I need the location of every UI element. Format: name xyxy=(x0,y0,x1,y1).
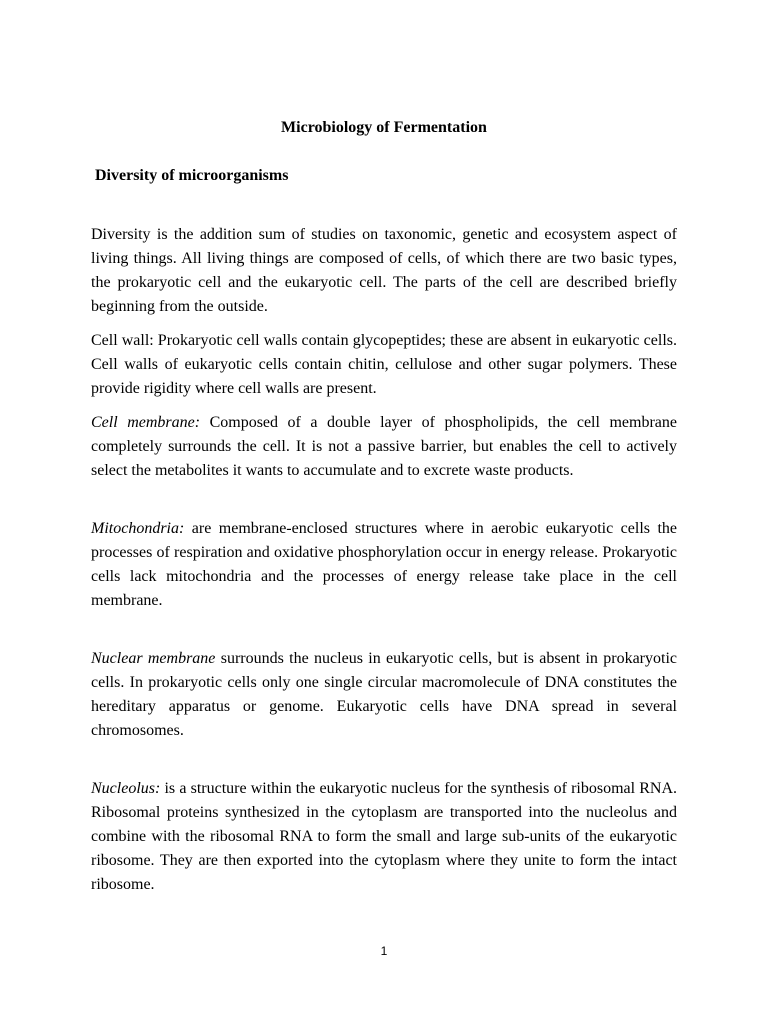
paragraph-cell-wall xyxy=(91,329,677,401)
paragraph-lead: Mitochondria: xyxy=(91,520,185,537)
paragraph-text: Composed of a double layer of phospholipids, the cell membrane completely surrounds the cell. It is not a passive barrier, but enables the cell to actively select the metabolites it wants to accumulate and to excrete waste products. xyxy=(91,414,677,479)
paragraph-nuclear-membrane xyxy=(91,647,677,743)
paragraph-text: are membrane-enclosed structures where in aerobic eukaryotic cells the processes of respiration and oxidative phosphorylation occur in energy release. Prokaryotic cells lack mitochondria and the processes of energy release take place in the cell membrane. xyxy=(91,520,677,609)
paragraph-text: Diversity is the addition sum of studies on taxonomic, genetic and ecosystem aspect of living things. All living things are composed of cells, of which there are two basic types, the prokaryotic cell and the eukaryotic cell. The parts of the cell are described briefly beginning from the outside. xyxy=(91,226,677,315)
paragraph-nucleolus xyxy=(91,777,677,897)
paragraph-text: is a structure within the eukaryotic nucleus for the synthesis of ribosomal RNA. Ribosomal proteins synthesized in the cytoplasm are transported into the nucleolus and combine with the ribosomal RNA to form the small and large sub-units of the eukaryotic ribosome. They are then exported into the cytoplasm where they unite to form the intact ribosome. xyxy=(91,780,677,893)
document-title: Microbiology of Fermentation xyxy=(281,119,487,136)
paragraph-text: Cell wall: Prokaryotic cell walls contain glycopeptides; these are absent in eukaryotic cells. Cell walls of eukaryotic cells contain chitin, cellulose and other sugar polymers. These provide rigidity where cell walls are present. xyxy=(91,332,677,397)
paragraph-lead: Cell membrane: xyxy=(91,414,201,431)
paragraph-lead: Nucleolus: xyxy=(91,780,161,797)
paragraph-cell-membrane xyxy=(91,411,677,483)
section-heading: Diversity of microorganisms xyxy=(95,167,289,184)
paragraph-diversity xyxy=(91,223,677,319)
paragraph-text: surrounds the nucleus in eukaryotic cells, but is absent in prokaryotic cells. In prokaryotic cells only one single circular macromolecule of DNA constitutes the hereditary apparatus or genome. Eukaryotic cells have DNA spread in several chromosomes. xyxy=(91,650,677,739)
paragraph-mitochondria xyxy=(91,517,677,613)
paragraph-lead: Nuclear membrane xyxy=(91,650,216,667)
page-number: 1 xyxy=(380,944,388,958)
